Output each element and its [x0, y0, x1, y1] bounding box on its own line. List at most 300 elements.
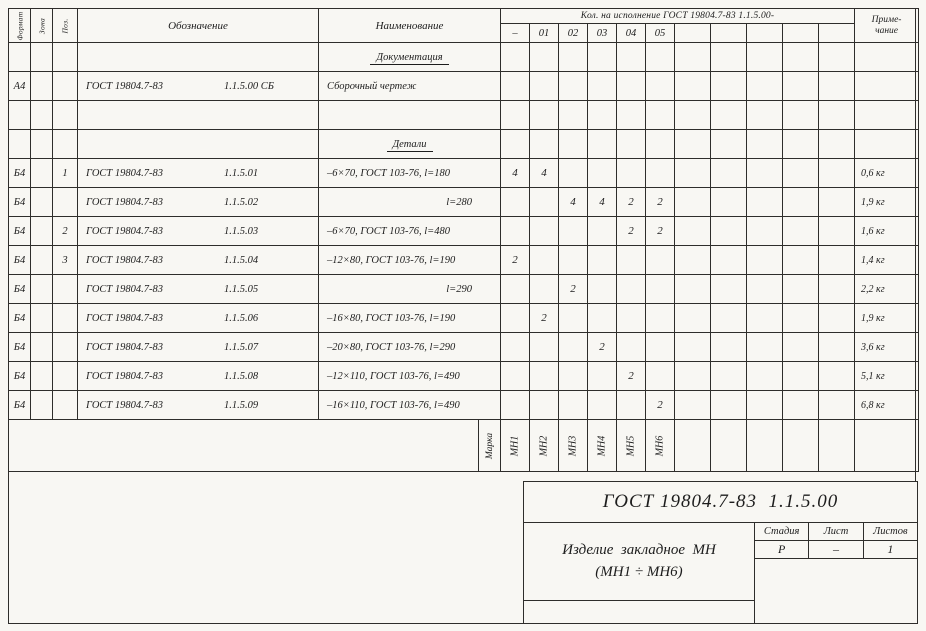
qty-group-header: Кол. на исполнение ГОСТ 19804.7-83 1.1.5.00- [501, 9, 855, 24]
qty-cell [501, 304, 530, 333]
format-cell: Б4 [9, 246, 31, 275]
designation-cell [78, 188, 319, 217]
qty-cell [530, 43, 559, 72]
blank-qty-cell [783, 217, 819, 246]
marka-value: МН4 [596, 435, 608, 456]
pos-cell [53, 333, 78, 362]
designation-cell [78, 362, 319, 391]
blank-qty-cell [711, 188, 747, 217]
zone-cell [31, 362, 53, 391]
designation-cell [78, 275, 319, 304]
marka-label-cell [479, 420, 501, 472]
qty-cell [646, 130, 675, 159]
title-block-org-cell [755, 559, 917, 623]
qty-cell [559, 159, 588, 188]
designation-code: 1.1.5.02 [224, 196, 259, 208]
blank-qty-cell [711, 391, 747, 420]
marka-blank-cell [747, 420, 783, 472]
marka-cell [617, 420, 646, 472]
qty-cell [646, 43, 675, 72]
blank-qty-cell [747, 246, 783, 275]
qty-cell [530, 362, 559, 391]
note-cell: 0,6 кг [855, 159, 919, 188]
blank-qty-cell [675, 275, 711, 304]
note-cell [855, 43, 919, 72]
qty-cell [501, 72, 530, 101]
qty-cell [530, 246, 559, 275]
note-cell [855, 101, 919, 130]
marka-cell [588, 420, 617, 472]
designation-code: 1.1.5.03 [224, 225, 259, 237]
qty-cell: 4 [559, 188, 588, 217]
zone-cell [31, 391, 53, 420]
note-cell: 2,2 кг [855, 275, 919, 304]
blank-qty-cell [747, 217, 783, 246]
qty-cell [588, 391, 617, 420]
table-row [9, 217, 919, 246]
zone-cell [31, 333, 53, 362]
qty-cell [501, 130, 530, 159]
qty-cell [559, 362, 588, 391]
designation-base: ГОСТ 19804.7-83 [86, 283, 164, 295]
name-cell [319, 43, 501, 72]
qty-cell [559, 391, 588, 420]
qty-cell [559, 246, 588, 275]
name-cell: –6×70, ГОСТ 103-76, l=180 [319, 159, 501, 188]
qty-cell: 2 [501, 246, 530, 275]
zone-cell [31, 275, 53, 304]
title-block-empty-strip [524, 601, 754, 623]
blank-qty-cell [747, 101, 783, 130]
qty-cell [501, 333, 530, 362]
blank-qty-cell [783, 72, 819, 101]
qty-column-header: 05 [646, 24, 675, 43]
blank-qty-cell [711, 159, 747, 188]
designation-base: ГОСТ 19804.7-83 [86, 225, 164, 237]
blank-qty-cell [747, 275, 783, 304]
blank-qty-cell [711, 43, 747, 72]
designation-code: 1.1.5.00 СБ [224, 80, 274, 92]
format-cell: Б4 [9, 159, 31, 188]
pos-cell [53, 275, 78, 304]
blank-qty-cell [783, 362, 819, 391]
name-cell: –16×110, ГОСТ 103-76, l=490 [319, 391, 501, 420]
pos-cell [53, 362, 78, 391]
qty-cell [501, 275, 530, 304]
qty-cell [646, 304, 675, 333]
note-cell [855, 72, 919, 101]
name-cell: –12×110, ГОСТ 103-76, l=490 [319, 362, 501, 391]
specification-table [8, 8, 919, 472]
blank-qty-cell [747, 72, 783, 101]
qty-cell [588, 72, 617, 101]
pos-column-header [53, 9, 78, 43]
qty-cell [530, 130, 559, 159]
qty-cell [646, 246, 675, 275]
qty-cell [559, 304, 588, 333]
note-header-line1: Приме- [871, 14, 902, 25]
table-row [9, 101, 919, 130]
qty-cell [530, 101, 559, 130]
qty-cell [646, 159, 675, 188]
qty-column-header-blank [711, 24, 747, 43]
designation-base: ГОСТ 19804.7-83 [86, 370, 164, 382]
sheets-label: Листов [873, 526, 908, 537]
pos-cell [53, 43, 78, 72]
qty-cell [646, 101, 675, 130]
qty-cell: 2 [559, 275, 588, 304]
blank-qty-cell [711, 362, 747, 391]
blank-qty-cell [711, 130, 747, 159]
qty-cell [501, 43, 530, 72]
qty-cell [617, 130, 646, 159]
blank-qty-cell [783, 188, 819, 217]
pos-cell [53, 304, 78, 333]
marka-blank-cell [783, 420, 819, 472]
designation-cell [78, 391, 319, 420]
name-cell: –6×70, ГОСТ 103-76, l=480 [319, 217, 501, 246]
qty-column-header: 03 [588, 24, 617, 43]
marka-blank-cell [675, 420, 711, 472]
note-header-line2: чание [875, 25, 899, 36]
marka-cell [501, 420, 530, 472]
stage-value: Р [755, 541, 809, 558]
qty-cell [559, 43, 588, 72]
blank-qty-cell [747, 391, 783, 420]
blank-qty-cell [711, 101, 747, 130]
qty-cell [530, 275, 559, 304]
qty-cell [588, 159, 617, 188]
marka-value: МН5 [625, 435, 637, 456]
qty-cell [646, 275, 675, 304]
format-column-header [9, 9, 31, 43]
title-block [523, 481, 918, 624]
qty-cell: 2 [617, 217, 646, 246]
stage-value-row [755, 541, 917, 559]
designation-base: ГОСТ 19804.7-83 [86, 167, 164, 179]
blank-qty-cell [783, 333, 819, 362]
name-column-header: Наименование [319, 9, 501, 43]
qty-cell [559, 101, 588, 130]
table-row [9, 130, 919, 159]
note-cell [855, 130, 919, 159]
blank-qty-cell [675, 217, 711, 246]
qty-cell [559, 217, 588, 246]
blank-qty-cell [747, 43, 783, 72]
blank-qty-cell [675, 333, 711, 362]
blank-qty-cell [819, 333, 855, 362]
qty-cell [617, 304, 646, 333]
qty-column-header: 04 [617, 24, 646, 43]
note-cell: 3,6 кг [855, 333, 919, 362]
zone-cell [31, 246, 53, 275]
title-block-right [755, 523, 917, 623]
marka-label: Марка [484, 432, 495, 459]
sheet-value: – [809, 541, 863, 558]
table-row [9, 72, 919, 101]
product-name-cell [524, 523, 755, 623]
name-cell: –16×80, ГОСТ 103-76, l=190 [319, 304, 501, 333]
format-cell: А4 [9, 72, 31, 101]
blank-qty-cell [819, 72, 855, 101]
blank-qty-cell [711, 72, 747, 101]
qty-cell [617, 275, 646, 304]
qty-cell [501, 101, 530, 130]
designation-code: 1.1.5.04 [224, 254, 259, 266]
designation-cell [78, 217, 319, 246]
blank-qty-cell [747, 159, 783, 188]
marka-blank-cell [711, 420, 747, 472]
qty-cell: 2 [588, 333, 617, 362]
format-cell: Б4 [9, 391, 31, 420]
blank-qty-cell [783, 43, 819, 72]
qty-cell: 4 [530, 159, 559, 188]
qty-column-header-blank [675, 24, 711, 43]
blank-qty-cell [747, 304, 783, 333]
product-name [524, 523, 754, 601]
qty-cell [617, 333, 646, 362]
zone-column-header [31, 9, 53, 43]
sheets-value: 1 [887, 542, 894, 556]
designation-base: ГОСТ 19804.7-83 [86, 312, 164, 324]
blank-qty-cell [819, 43, 855, 72]
designation-cell [78, 159, 319, 188]
blank-qty-cell [747, 188, 783, 217]
qty-cell [530, 391, 559, 420]
qty-cell [559, 130, 588, 159]
designation-cell [78, 101, 319, 130]
blank-qty-cell [819, 391, 855, 420]
designation-base: ГОСТ 19804.7-83 [86, 80, 164, 92]
marka-value: МН2 [538, 435, 550, 456]
blank-qty-cell [819, 159, 855, 188]
table-row [9, 43, 919, 72]
qty-cell [588, 304, 617, 333]
qty-cell [501, 188, 530, 217]
qty-column-header: 01 [530, 24, 559, 43]
pos-cell [53, 72, 78, 101]
format-cell: Б4 [9, 333, 31, 362]
blank-qty-cell [783, 101, 819, 130]
zone-cell [31, 304, 53, 333]
blank-qty-cell [783, 304, 819, 333]
blank-qty-cell [711, 217, 747, 246]
qty-cell [559, 333, 588, 362]
pos-column-label: Поз. [60, 17, 70, 34]
blank-qty-cell [711, 275, 747, 304]
qty-cell [588, 362, 617, 391]
marka-blank-cell [819, 420, 855, 472]
blank-qty-cell [819, 101, 855, 130]
marka-note-cell [855, 420, 919, 472]
table-row [9, 188, 919, 217]
table-row [9, 304, 919, 333]
qty-cell: 2 [646, 217, 675, 246]
qty-cell [530, 217, 559, 246]
blank-qty-cell [675, 246, 711, 275]
format-column-label: Формат [15, 11, 24, 40]
marka-row-spacer [9, 420, 479, 472]
blank-qty-cell [711, 304, 747, 333]
blank-qty-cell [711, 333, 747, 362]
qty-column-header-blank [783, 24, 819, 43]
designation-code: 1.1.5.07 [224, 341, 259, 353]
blank-qty-cell [747, 333, 783, 362]
format-cell [9, 130, 31, 159]
blank-qty-cell [747, 362, 783, 391]
qty-cell [617, 391, 646, 420]
blank-qty-cell [675, 101, 711, 130]
sheet-label: Лист [809, 523, 863, 540]
qty-column-header: 02 [559, 24, 588, 43]
qty-cell [588, 246, 617, 275]
qty-cell: 2 [617, 188, 646, 217]
name-cell: l=290 [319, 275, 501, 304]
name-cell: –20×80, ГОСТ 103-76, l=290 [319, 333, 501, 362]
blank-qty-cell [783, 391, 819, 420]
format-cell: Б4 [9, 304, 31, 333]
name-cell: l=280 [319, 188, 501, 217]
qty-cell [501, 217, 530, 246]
marka-value: МН3 [567, 435, 579, 456]
zone-cell [31, 188, 53, 217]
name-cell [319, 130, 501, 159]
stage-header-row [755, 523, 917, 541]
designation-column-header: Обозначение [78, 9, 319, 43]
marka-cell [559, 420, 588, 472]
designation-base: ГОСТ 19804.7-83 [86, 196, 164, 208]
designation-code: 1.1.5.08 [224, 370, 259, 382]
blank-qty-cell [675, 72, 711, 101]
marka-value: МН1 [509, 435, 521, 456]
table-row [9, 246, 919, 275]
qty-column-header-blank [819, 24, 855, 43]
blank-qty-cell [783, 159, 819, 188]
qty-cell [646, 362, 675, 391]
section-title: Документация [370, 52, 448, 65]
qty-cell [530, 72, 559, 101]
designation-code: 1.1.5.01 [224, 167, 259, 179]
blank-qty-cell [783, 130, 819, 159]
designation-base: ГОСТ 19804.7-83 [86, 341, 164, 353]
blank-qty-cell [819, 304, 855, 333]
qty-cell [646, 72, 675, 101]
qty-cell [501, 391, 530, 420]
qty-cell: 4 [588, 188, 617, 217]
qty-cell [617, 246, 646, 275]
zone-cell [31, 72, 53, 101]
zone-cell [31, 159, 53, 188]
designation-cell [78, 43, 319, 72]
note-cell: 1,6 кг [855, 217, 919, 246]
product-name-line2: (МН1 ÷ МН6) [595, 563, 683, 580]
spec-table-body [9, 43, 919, 420]
stage-label: Стадия [755, 523, 809, 540]
zone-column-label: Зона [37, 17, 46, 34]
zone-cell [31, 43, 53, 72]
qty-cell: 2 [646, 188, 675, 217]
blank-qty-cell [819, 246, 855, 275]
designation-cell [78, 130, 319, 159]
marka-value: МН6 [654, 435, 666, 456]
note-cell: 1,4 кг [855, 246, 919, 275]
zone-cell [31, 101, 53, 130]
qty-cell [588, 101, 617, 130]
qty-column-header-blank [747, 24, 783, 43]
qty-column-header: – [501, 24, 530, 43]
note-cell: 6,8 кг [855, 391, 919, 420]
designation-base: ГОСТ 19804.7-83 [86, 399, 164, 411]
designation-cell [78, 72, 319, 101]
qty-cell [617, 43, 646, 72]
blank-qty-cell [675, 130, 711, 159]
name-cell [319, 101, 501, 130]
format-cell [9, 43, 31, 72]
blank-qty-cell [819, 362, 855, 391]
qty-cell: 4 [501, 159, 530, 188]
pos-cell [53, 188, 78, 217]
document-number: ГОСТ 19804.7-83 1.1.5.00 [524, 482, 917, 523]
name-cell: Сборочный чертеж [319, 72, 501, 101]
blank-qty-cell [675, 188, 711, 217]
blank-qty-cell [819, 130, 855, 159]
product-name-line1: Изделие закладное МН [562, 541, 716, 558]
format-cell: Б4 [9, 188, 31, 217]
qty-cell [646, 333, 675, 362]
section-title: Детали [387, 139, 433, 152]
table-row [9, 362, 919, 391]
marka-row [9, 420, 919, 472]
pos-cell [53, 391, 78, 420]
qty-cell [617, 72, 646, 101]
qty-cell [501, 362, 530, 391]
blank-qty-cell [819, 217, 855, 246]
blank-qty-cell [819, 275, 855, 304]
note-cell: 1,9 кг [855, 188, 919, 217]
qty-cell: 2 [530, 304, 559, 333]
pos-cell: 2 [53, 217, 78, 246]
table-row [9, 391, 919, 420]
table-row [9, 275, 919, 304]
qty-cell [588, 275, 617, 304]
note-cell: 1,9 кг [855, 304, 919, 333]
format-cell: Б4 [9, 217, 31, 246]
marka-cell [530, 420, 559, 472]
name-cell: –12×80, ГОСТ 103-76, l=190 [319, 246, 501, 275]
qty-cell [617, 101, 646, 130]
format-cell: Б4 [9, 362, 31, 391]
designation-code: 1.1.5.06 [224, 312, 259, 324]
blank-qty-cell [783, 246, 819, 275]
blank-qty-cell [675, 362, 711, 391]
blank-qty-cell [747, 130, 783, 159]
blank-qty-cell [675, 304, 711, 333]
qty-cell [588, 217, 617, 246]
blank-qty-cell [783, 275, 819, 304]
qty-cell [588, 43, 617, 72]
blank-qty-cell [675, 43, 711, 72]
qty-cell [530, 188, 559, 217]
designation-code: 1.1.5.05 [224, 283, 259, 295]
note-column-header [855, 9, 919, 43]
qty-cell: 2 [646, 391, 675, 420]
header-row-main [9, 9, 919, 24]
pos-cell: 3 [53, 246, 78, 275]
format-cell [9, 101, 31, 130]
table-row [9, 159, 919, 188]
qty-cell [617, 159, 646, 188]
qty-cell: 2 [617, 362, 646, 391]
